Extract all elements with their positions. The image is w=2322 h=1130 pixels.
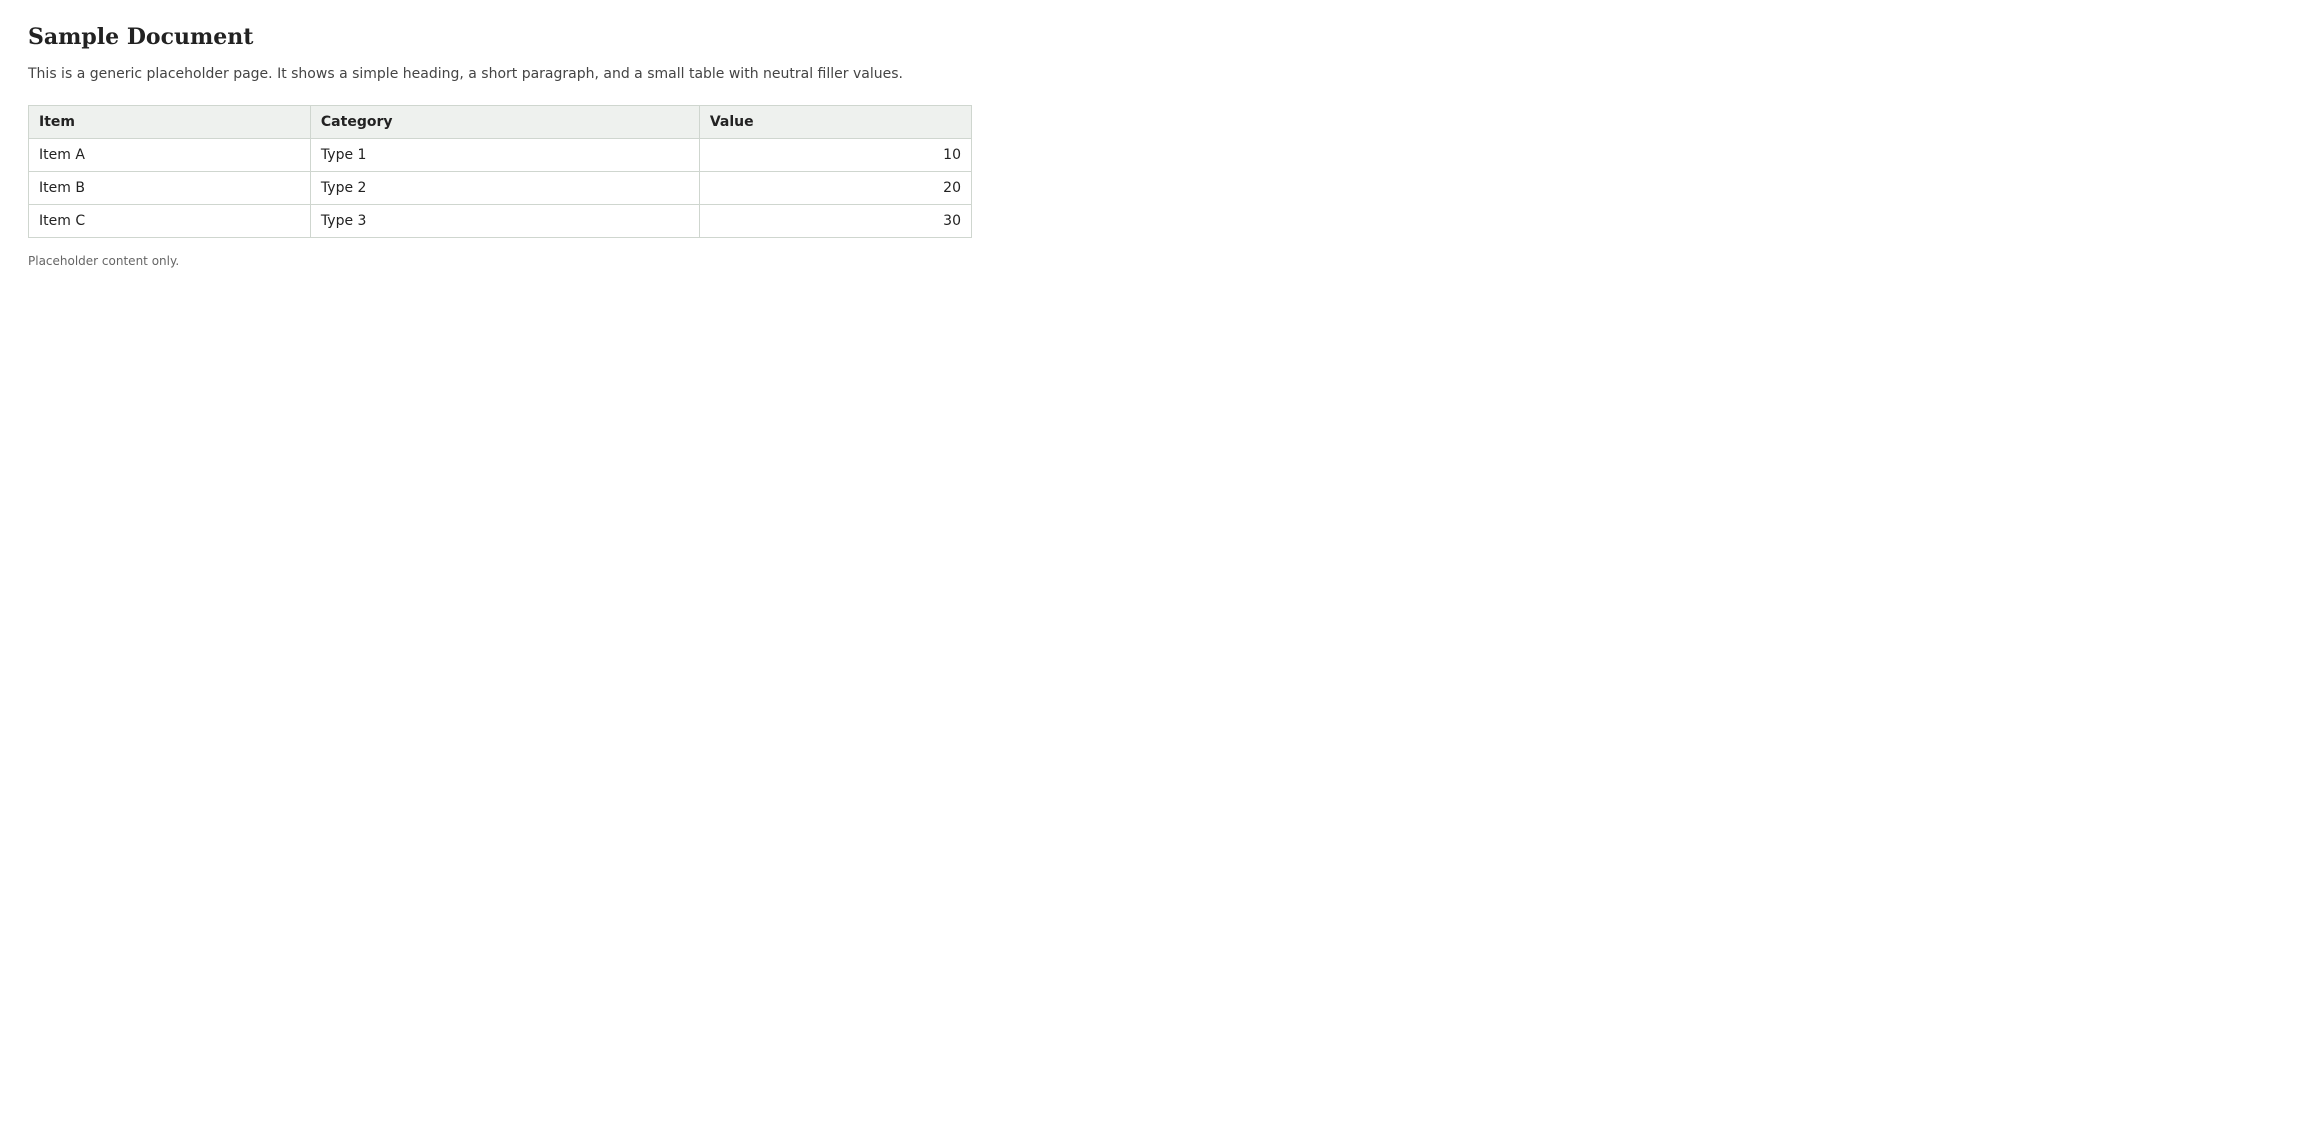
table-row: [29, 205, 972, 238]
table-cell: Type 3: [310, 205, 699, 238]
table-header-cell: Category: [310, 106, 699, 139]
table-cell: 10: [699, 139, 971, 172]
document-note: Placeholder content only.: [28, 254, 180, 268]
table-header-cell: Value: [699, 106, 971, 139]
table-cell: 30: [699, 205, 971, 238]
table-cell: Type 1: [310, 139, 699, 172]
table-row: [29, 139, 972, 172]
table-cell: Type 2: [310, 172, 699, 205]
table-cell: 20: [699, 172, 971, 205]
table-header-row: [29, 106, 972, 139]
table-cell: Item A: [29, 139, 311, 172]
table-row: [29, 172, 972, 205]
table-cell: Item B: [29, 172, 311, 205]
document: [0, 0, 1000, 292]
data-table: [28, 105, 972, 238]
table-header-cell: Item: [29, 106, 311, 139]
table-cell: Item C: [29, 205, 311, 238]
document-title: Sample Document: [28, 24, 254, 50]
document-description: This is a generic placeholder page. It shows a simple heading, a short paragraph, and a small table with neutral filler values.: [28, 66, 903, 82]
